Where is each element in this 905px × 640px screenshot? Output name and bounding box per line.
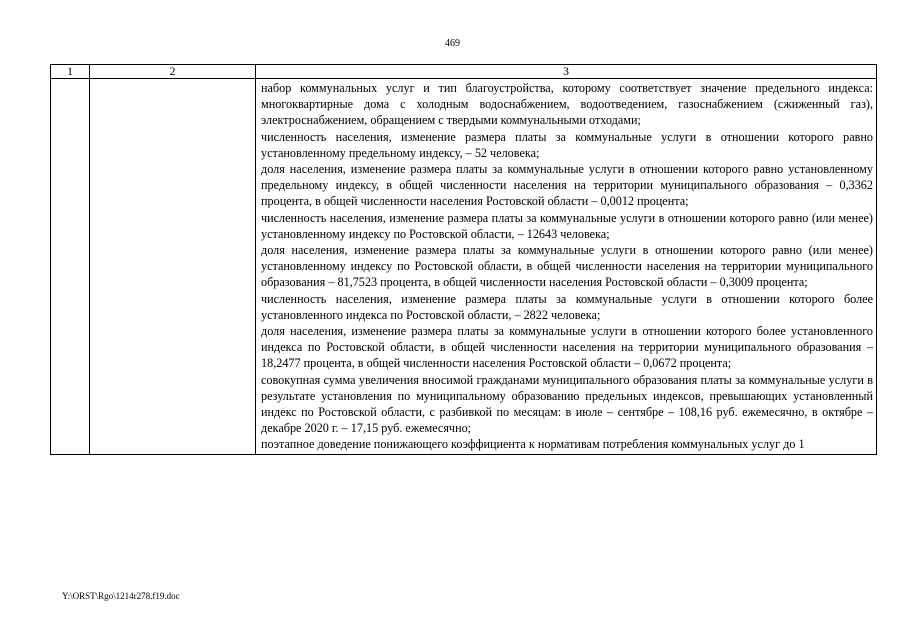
paragraph: совокупная сумма увеличения вносимой гражданами муниципального образования платы за коммунальные услуги в результате установления по муниципальному образованию предельных индексов, превышающих установленный индекс по Ростовской области, с разбивкой по месяцам: в июле – сентябре – 108,16 руб. ежемесячно, в октябре – декабре 2020 г. – 17,15 руб. ежемесячно; (261, 372, 873, 436)
paragraph: численность населения, изменение размера платы за коммунальные услуги в отношении которого равно (или менее) установленному индексу по Ростовской области, – 12643 человека; (261, 210, 873, 241)
paragraph: поэтапное доведение понижающего коэффициента к нормативам потребления коммунальных услуг до 1 (261, 437, 805, 452)
paragraph: численность населения, изменение размера платы за коммунальные услуги в отношении которого равно установленному предельному индексу, – 52 человека; (261, 129, 873, 160)
page-number: 469 (445, 38, 460, 49)
column-header-1: 1 (51, 65, 90, 79)
table-cell-col2 (90, 79, 256, 455)
content-table (50, 64, 877, 455)
paragraph: доля населения, изменение размера платы за коммунальные услуги в отношении которого равно установленному предельному индексу, в общей численности населения на территории муниципального образования – 0,3362 процента, в общей численности населения Ростовской области – 0,0012 процента; (261, 162, 873, 209)
footer-file-path: Y:\ORST\Rgo\1214r278.f19.doc (62, 591, 180, 601)
paragraph: доля населения, изменение размера платы за коммунальные услуги в отношении которого более установленного индекса по Ростовской области, в общей численности населения на территории муниципального образования – 18,2477 процента, в общей численности населения Ростовской области – 0,0672 процента; (261, 324, 873, 371)
table-cell-col3 (256, 79, 877, 455)
paragraph: набор коммунальных услуг и тип благоустройства, которому соответствует значение предельного индекса: многоквартирные дома с холодным водоснабжением, водоотведением, газоснабжением (сжиженный газ), электроснабжением, обращением с твердыми коммунальными отходами; (261, 81, 873, 128)
table-row (51, 79, 877, 455)
paragraph: численность населения, изменение размера платы за коммунальные услуги в отношении которого более установленного индекса по Ростовской области, – 2822 человека; (261, 291, 873, 322)
table-cell-col1 (51, 79, 90, 455)
table-header-row (51, 65, 877, 79)
column-header-3: 3 (256, 65, 877, 79)
paragraph: доля населения, изменение размера платы за коммунальные услуги в отношении которого равно (или менее) установленному индексу по Ростовской области, в общей численности населения на территории муниципального образования – 81,7523 процента, в общей численности населения Ростовской области – 0,3009 процента; (261, 243, 873, 290)
column-header-2: 2 (90, 65, 256, 79)
